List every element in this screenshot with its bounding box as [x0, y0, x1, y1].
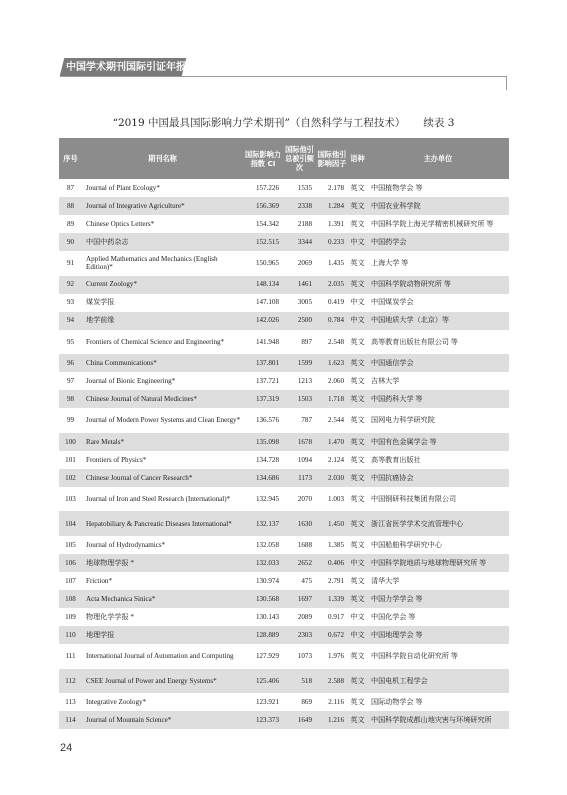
impact-factor: 1.435	[328, 259, 344, 268]
language: 英文	[350, 437, 365, 446]
table-row	[59, 693, 509, 711]
language: 英文	[350, 494, 365, 503]
ci-value: 130.143	[255, 612, 279, 621]
impact-factor: 1.003	[328, 494, 344, 503]
impact-factor: 2.791	[328, 576, 344, 585]
journal-name: Integrative Zoology*	[86, 698, 147, 707]
citation-count: 1678	[297, 437, 312, 446]
table-row	[59, 451, 509, 469]
table-row	[59, 312, 509, 330]
journal-name: 地理学报	[86, 630, 115, 639]
table-row	[59, 390, 509, 408]
table-row	[59, 276, 509, 294]
sponsor-org: 中国农业科学院	[371, 201, 421, 210]
language: 英文	[350, 676, 365, 685]
impact-factor: 2.544	[328, 416, 344, 425]
row-number: 89	[66, 219, 75, 228]
ci-value: 132.058	[255, 540, 279, 549]
sponsor-org: 吉林大学	[371, 377, 400, 386]
impact-factor: 2.060	[328, 377, 344, 386]
page-number: 24	[60, 742, 73, 754]
journal-name: Journal of Modern Power Systems and Clean Energy*	[86, 416, 241, 425]
journal-name: Friction*	[86, 576, 113, 585]
row-number: 100	[65, 437, 76, 446]
row-number: 113	[65, 698, 76, 707]
citation-count: 787	[301, 416, 312, 425]
citation-count: 518	[301, 676, 312, 685]
citation-count: 2500	[297, 316, 312, 325]
ci-value: 130.568	[255, 594, 279, 603]
sponsor-org: 中国科学院上海光学精密机械研究所 等	[371, 219, 494, 228]
sponsor-org: 中国化学会 等	[371, 612, 416, 621]
col-header-name: 期刊名称	[82, 138, 243, 179]
header-rule	[60, 76, 507, 77]
row-number: 114	[65, 716, 76, 725]
row-number: 94	[66, 316, 75, 325]
journal-name: Acta Mechanica Sinica*	[86, 594, 156, 603]
language: 英文	[350, 219, 365, 228]
ci-value: 132.033	[255, 558, 279, 567]
language: 英文	[350, 594, 365, 603]
language: 英文	[350, 716, 365, 725]
impact-factor: 1.718	[328, 395, 344, 404]
journal-name: Applied Mathematics and Mechanics (English Edition)*	[86, 255, 218, 272]
ci-value: 125.406	[255, 676, 279, 685]
ci-value: 123.921	[255, 698, 279, 707]
ci-value: 141.948	[255, 337, 279, 346]
sponsor-org: 中国科学院自动化研究所 等	[371, 652, 458, 661]
language: 英文	[350, 377, 365, 386]
journal-name: 物理化学学报 *	[86, 612, 134, 621]
col-header-if: 国际他引影响因子	[316, 138, 348, 179]
journal-name: Rare Metals*	[86, 437, 125, 446]
sponsor-org: 中国钢研科技集团有限公司	[371, 494, 457, 503]
table-row	[59, 511, 509, 536]
row-number: 88	[66, 201, 75, 210]
ci-value: 147.108	[255, 298, 279, 307]
row-number: 97	[66, 377, 75, 386]
table-row	[59, 590, 509, 608]
ci-value: 152.515	[255, 237, 279, 246]
journal-name: Chinese Journal of Cancer Research*	[86, 473, 193, 482]
language: 英文	[350, 259, 365, 268]
table-title-text: “2019 中国最具国际影响力学术期刊”（自然科学与工程技术）	[112, 117, 406, 129]
ci-value: 130.974	[255, 576, 279, 585]
row-number: 99	[66, 416, 75, 425]
row-number: 90	[66, 237, 75, 246]
language: 英文	[350, 576, 365, 585]
language: 中文	[350, 612, 365, 621]
citation-count: 1461	[297, 280, 312, 289]
row-number: 103	[65, 494, 76, 503]
row-number: 107	[65, 576, 76, 585]
journal-name: 煤炭学报	[86, 298, 115, 307]
impact-factor: 1.450	[328, 519, 344, 528]
language: 中文	[350, 558, 365, 567]
table-header-row	[59, 138, 509, 179]
impact-factor: 2.548	[328, 337, 344, 346]
sponsor-org: 清华大学	[371, 576, 400, 585]
journal-name: 地球物理学报 *	[86, 558, 134, 567]
impact-factor: 1.391	[328, 219, 344, 228]
table-title	[0, 115, 567, 130]
language: 英文	[350, 473, 365, 482]
running-header: 中国学术期刊国际引证年报	[66, 62, 186, 73]
ci-value: 135.098	[255, 437, 279, 446]
sponsor-org: 中国科学院成都山地灾害与环境研究所	[371, 716, 492, 725]
table-row	[59, 179, 509, 197]
table-row	[59, 215, 509, 233]
journal-name: International Journal of Automation and Computing	[86, 652, 234, 661]
language: 英文	[350, 540, 365, 549]
language: 中文	[350, 316, 365, 325]
language: 中文	[350, 237, 365, 246]
journal-name: 地学前缘	[86, 316, 115, 325]
citation-count: 897	[301, 337, 312, 346]
language: 英文	[350, 698, 365, 707]
journal-name: Current Zoology*	[86, 280, 138, 289]
col-header-lang: 语种	[348, 138, 367, 179]
impact-factor: 2.116	[328, 698, 344, 707]
ci-value: 137.801	[255, 359, 279, 368]
table-row	[59, 711, 509, 729]
citation-count: 2338	[297, 201, 312, 210]
citation-count: 1688	[297, 540, 312, 549]
journal-name: Journal of Iron and Steel Research (International)*	[86, 494, 231, 503]
sponsor-org: 中国药学会	[371, 237, 407, 246]
ci-value: 154.342	[255, 219, 279, 228]
row-number: 101	[65, 455, 76, 464]
impact-factor: 1.623	[328, 359, 344, 368]
journal-name: 中国中药杂志	[86, 237, 129, 246]
citation-count: 3344	[297, 237, 312, 246]
journal-name: Frontiers of Chemical Science and Engineering*	[86, 337, 225, 346]
ci-value: 157.226	[255, 183, 279, 192]
sponsor-org: 浙江省医学学术交流管理中心	[371, 519, 464, 528]
col-header-cites: 国际他引总被引频次	[283, 138, 316, 179]
sponsor-org: 中国植物学会 等	[371, 183, 423, 192]
citation-count: 869	[301, 698, 312, 707]
language: 中文	[350, 298, 365, 307]
citation-count: 2303	[297, 630, 312, 639]
language: 英文	[350, 519, 365, 528]
impact-factor: 2.124	[328, 455, 344, 464]
col-header-ci: 国际影响力指数 CI	[243, 138, 283, 179]
table-row	[59, 197, 509, 215]
row-number: 105	[65, 540, 76, 549]
row-number: 109	[65, 612, 76, 621]
sponsor-org: 中国力学学会 等	[371, 594, 423, 603]
table-row	[59, 433, 509, 451]
impact-factor: 1.976	[328, 652, 344, 661]
impact-factor: 1.284	[328, 201, 344, 210]
journal-name: Journal of Bionic Engineering*	[86, 377, 176, 386]
journal-name: Journal of Integrative Agriculture*	[86, 201, 185, 210]
citation-count: 1697	[297, 594, 312, 603]
sponsor-org: 中国煤炭学会	[371, 298, 414, 307]
citation-count: 1073	[297, 652, 312, 661]
ci-value: 132.137	[255, 519, 279, 528]
table-body	[59, 179, 509, 729]
sponsor-org: 中国科学院地质与地球物理研究所 等	[371, 558, 487, 567]
row-number: 112	[65, 676, 76, 685]
citation-count: 1503	[297, 395, 312, 404]
citation-count: 1535	[297, 183, 312, 192]
row-number: 111	[65, 652, 76, 661]
language: 英文	[350, 455, 365, 464]
table-row	[59, 608, 509, 626]
impact-factor: 1.339	[328, 594, 344, 603]
table-row	[59, 572, 509, 590]
table-row	[59, 330, 509, 355]
impact-factor: 0.233	[328, 237, 344, 246]
row-number: 87	[66, 183, 75, 192]
language: 英文	[350, 280, 365, 289]
sponsor-org: 中国科学院动物研究所 等	[371, 280, 451, 289]
citation-count: 2070	[297, 494, 312, 503]
journal-name: Chinese Optics Letters*	[86, 219, 155, 228]
table-row	[59, 294, 509, 312]
ci-value: 142.026	[255, 316, 279, 325]
row-number: 106	[65, 558, 76, 567]
row-number: 95	[66, 337, 75, 346]
citation-count: 2652	[297, 558, 312, 567]
col-header-no: 序号	[59, 138, 82, 179]
table-row	[59, 408, 509, 433]
citation-count: 3005	[297, 298, 312, 307]
row-number: 96	[66, 359, 75, 368]
language: 英文	[350, 183, 365, 192]
row-number: 93	[66, 298, 75, 307]
citation-count: 2069	[297, 259, 312, 268]
row-number: 98	[66, 395, 75, 404]
impact-factor: 2.178	[328, 183, 344, 192]
impact-factor: 0.917	[328, 612, 344, 621]
journal-table	[59, 138, 509, 729]
ci-value: 137.721	[255, 377, 279, 386]
citation-count: 1094	[297, 455, 312, 464]
journal-name: CSEE Journal of Power and Energy Systems*	[86, 676, 217, 685]
sponsor-org: 中国地理学会 等	[371, 630, 423, 639]
impact-factor: 1.216	[328, 716, 344, 725]
table-row	[59, 372, 509, 390]
impact-factor: 2.030	[328, 473, 344, 482]
sponsor-org: 中国船舶科学研究中心	[371, 540, 442, 549]
impact-factor: 1.385	[328, 540, 344, 549]
row-number: 102	[65, 473, 76, 482]
sponsor-org: 上海大学 等	[371, 259, 409, 268]
header-rule-corner	[506, 76, 507, 90]
language: 英文	[350, 416, 365, 425]
continued-label: 续表 3	[423, 117, 455, 129]
row-number: 104	[65, 519, 76, 528]
row-number: 110	[65, 630, 76, 639]
sponsor-org: 中国抗癌协会	[371, 473, 414, 482]
ci-value: 128.889	[255, 630, 279, 639]
citation-count: 2089	[297, 612, 312, 621]
journal-name: Journal of Plant Ecology*	[86, 183, 160, 192]
impact-factor: 0.406	[328, 558, 344, 567]
journal-name: Hepatobiliary & Pancreatic Diseases International*	[86, 519, 232, 528]
ci-value: 127.929	[255, 652, 279, 661]
language: 英文	[350, 359, 365, 368]
row-number: 92	[66, 280, 75, 289]
impact-factor: 0.672	[328, 630, 344, 639]
impact-factor: 2.035	[328, 280, 344, 289]
sponsor-org: 高等教育出版社有限公司 等	[371, 337, 458, 346]
table-row	[59, 251, 509, 276]
journal-name: Journal of Hydrodynamics*	[86, 540, 166, 549]
sponsor-org: 中国药科大学 等	[371, 395, 423, 404]
journal-name: Frontiers of Physics*	[86, 455, 147, 464]
sponsor-org: 国网电力科学研究院	[371, 416, 435, 425]
citation-count: 1630	[297, 519, 312, 528]
sponsor-org: 国际动物学会 等	[371, 698, 423, 707]
row-number: 108	[65, 594, 76, 603]
row-number: 91	[66, 259, 75, 268]
table-row	[59, 469, 509, 487]
table-row	[59, 354, 509, 372]
sponsor-org: 中国通信学会	[371, 359, 414, 368]
table-row	[59, 669, 509, 694]
journal-name: Chinese Journal of Natural Medicines*	[86, 395, 198, 404]
language: 英文	[350, 201, 365, 210]
ci-value: 156.369	[255, 201, 279, 210]
citation-count: 1599	[297, 359, 312, 368]
language: 英文	[350, 395, 365, 404]
citation-count: 2188	[297, 219, 312, 228]
ci-value: 148.134	[255, 280, 279, 289]
ci-value: 123.373	[255, 716, 279, 725]
ci-value: 150.965	[255, 259, 279, 268]
impact-factor: 0.419	[328, 298, 344, 307]
table-row	[59, 644, 509, 669]
col-header-sponsor: 主办单位	[367, 138, 509, 179]
ci-value: 134.686	[255, 473, 279, 482]
language: 英文	[350, 337, 365, 346]
table-row	[59, 487, 509, 512]
sponsor-org: 中国有色金属学会 等	[371, 437, 437, 446]
ci-value: 137.319	[255, 395, 279, 404]
impact-factor: 1.470	[328, 437, 344, 446]
table-row	[59, 536, 509, 554]
citation-count: 1173	[298, 473, 312, 482]
citation-count: 1213	[297, 377, 312, 386]
table-row	[59, 233, 509, 251]
journal-name: Journal of Mountain Science*	[86, 716, 172, 725]
impact-factor: 2.588	[328, 676, 344, 685]
citation-count: 1649	[297, 716, 312, 725]
sponsor-org: 高等教育出版社	[371, 455, 421, 464]
ci-value: 132.945	[255, 494, 279, 503]
impact-factor: 0.784	[328, 316, 344, 325]
table-row	[59, 626, 509, 644]
language: 中文	[350, 630, 365, 639]
ci-value: 136.576	[255, 416, 279, 425]
language: 英文	[350, 652, 365, 661]
sponsor-org: 中国地质大学（北京）等	[371, 316, 450, 325]
ci-value: 134.728	[255, 455, 279, 464]
citation-count: 475	[301, 576, 312, 585]
table-row	[59, 554, 509, 572]
journal-name: China Communications*	[86, 359, 157, 368]
sponsor-org: 中国电机工程学会	[371, 676, 428, 685]
